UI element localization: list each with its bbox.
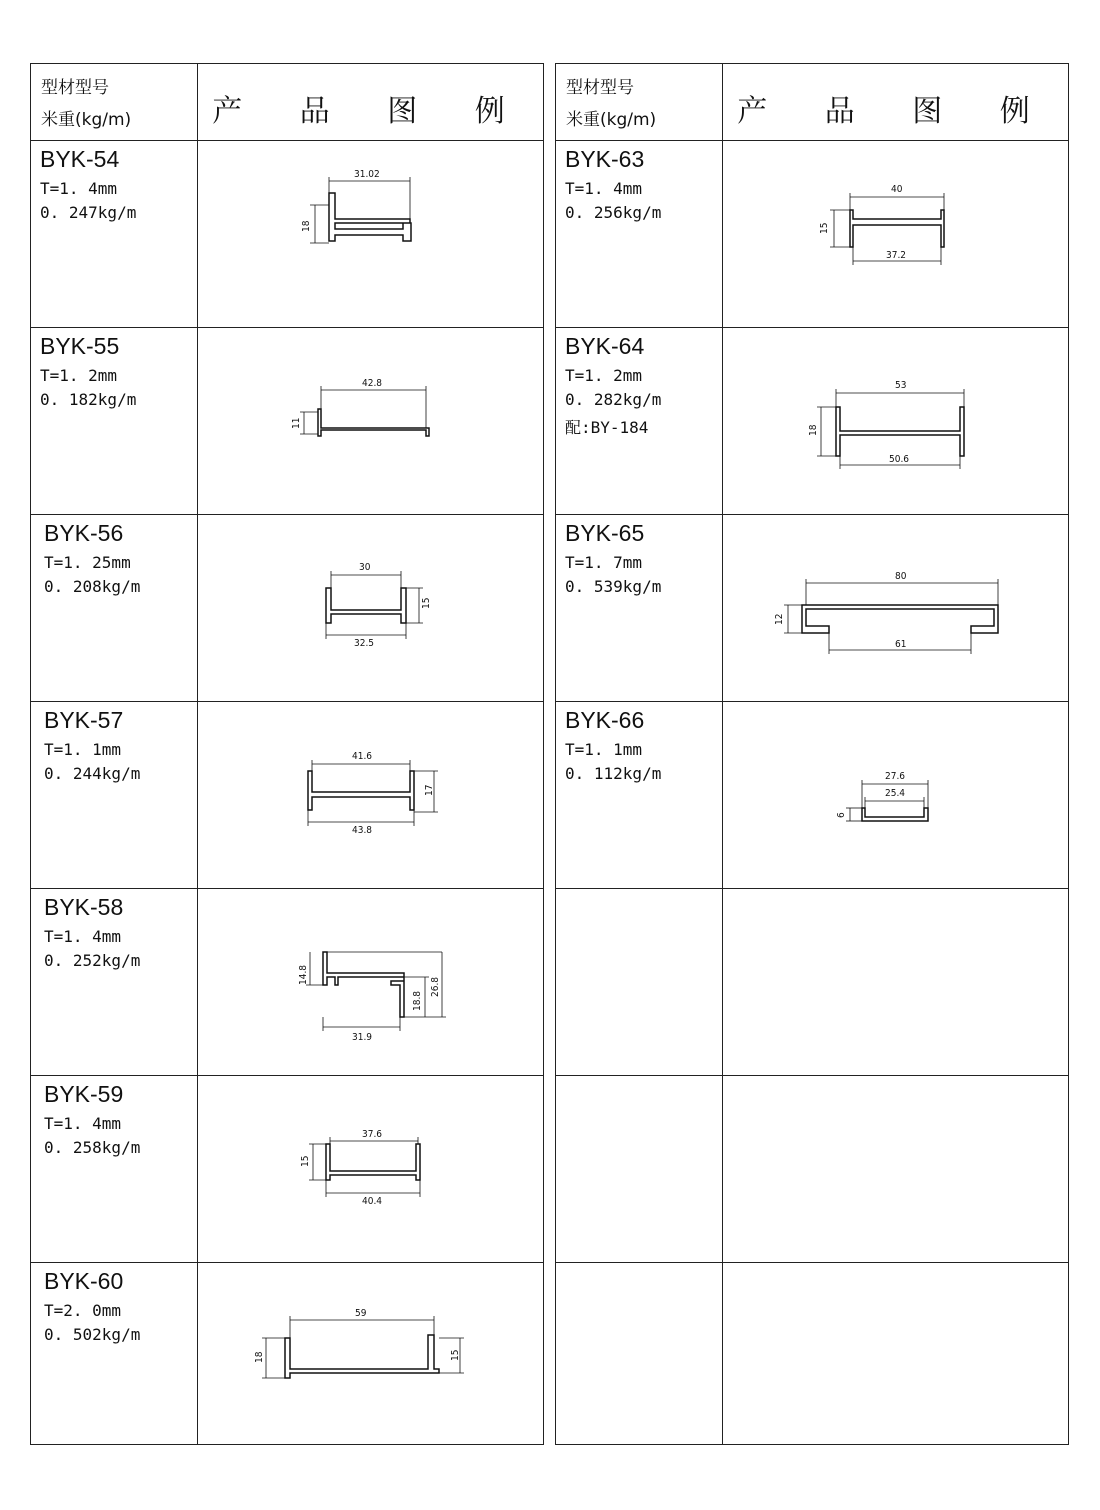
profile-figure (723, 515, 1068, 701)
product-row (556, 702, 1068, 889)
empty-row (556, 889, 1068, 1076)
product-row (556, 141, 1068, 328)
profile-figure (723, 702, 1068, 888)
dim-height: 11 (291, 417, 302, 429)
dim-bottom-width: 61 (895, 639, 907, 650)
spec-cell (31, 328, 198, 514)
profile-figure (198, 1076, 543, 1262)
profile-drawing (198, 328, 544, 514)
dim-width: 42.8 (362, 378, 383, 389)
profile-figure (198, 141, 543, 327)
header-weight-label: 米重(kg/m) (566, 110, 657, 130)
dim-top-width: 37.6 (362, 1129, 383, 1140)
profile-drawing (723, 515, 1069, 701)
thickness: T=1. 4mm (40, 179, 118, 198)
left-table (30, 63, 544, 1445)
profile-figure (723, 1263, 1068, 1445)
spec-cell (31, 141, 198, 327)
unit-weight: 0. 244kg/m (44, 764, 141, 783)
profile-drawing (723, 141, 1069, 327)
thickness: T=1. 4mm (565, 179, 643, 198)
spec-cell (31, 515, 198, 701)
header-model-cell (556, 64, 723, 140)
profile-figure (198, 328, 543, 514)
dim-bottom-width: 32.5 (354, 638, 375, 649)
profile-drawing (198, 141, 544, 327)
profile-drawing (723, 328, 1069, 514)
thickness: T=1. 4mm (44, 927, 122, 946)
product-row (31, 889, 543, 1076)
dim-height: 12 (774, 613, 785, 625)
spec-cell (31, 889, 198, 1075)
profile-drawing (198, 702, 544, 888)
product-row (556, 515, 1068, 702)
thickness: T=1. 1mm (44, 740, 122, 759)
dim-top-width: 80 (895, 571, 907, 582)
spec-cell (556, 1076, 723, 1262)
dim-h2: 15 (450, 1349, 461, 1361)
thickness: T=1. 2mm (565, 366, 643, 385)
dim-h3: 26.8 (430, 976, 441, 997)
model-number: BYK-63 (565, 146, 645, 172)
thickness: T=1. 7mm (565, 553, 643, 572)
spec-cell (556, 702, 723, 888)
unit-weight: 0. 282kg/m (565, 390, 662, 409)
thickness: T=1. 4mm (44, 1114, 122, 1133)
profile-figure (723, 1076, 1068, 1262)
unit-weight: 0. 252kg/m (44, 951, 141, 970)
dim-bottom-width: 37.2 (886, 250, 907, 261)
dim-top-width: 40 (891, 184, 903, 195)
model-number: BYK-65 (565, 520, 645, 546)
dim-bottom-width: 50.6 (889, 454, 910, 465)
product-row (31, 1263, 543, 1445)
thickness: T=1. 25mm (44, 553, 131, 572)
dim-width: 31.9 (352, 1032, 373, 1043)
spec-cell (31, 702, 198, 888)
unit-weight: 0. 112kg/m (565, 764, 662, 783)
profile-drawing (198, 515, 544, 701)
spec-cell (31, 1076, 198, 1262)
product-row (31, 141, 543, 328)
header-figure-label: 产 品 图 例 (737, 94, 1054, 129)
spec-cell (556, 328, 723, 514)
dim-height: 18 (301, 220, 312, 232)
dim-inner-width: 25.4 (885, 788, 906, 799)
model-number: BYK-57 (44, 707, 124, 733)
product-row (31, 702, 543, 889)
unit-weight: 0. 208kg/m (44, 577, 141, 596)
model-number: BYK-56 (44, 520, 124, 546)
dim-height: 15 (421, 597, 432, 609)
profile-figure (723, 328, 1068, 514)
empty-row (556, 1263, 1068, 1445)
unit-weight: 0. 247kg/m (40, 203, 137, 222)
profile-figure (723, 141, 1068, 327)
unit-weight: 0. 539kg/m (565, 577, 662, 596)
dim-height: 15 (819, 222, 830, 234)
dim-h1: 18 (254, 1351, 265, 1363)
profile-figure (198, 1263, 543, 1445)
dim-h2: 18.8 (412, 990, 423, 1011)
header-figure-label: 产 品 图 例 (212, 94, 529, 129)
matching-part: 配:BY-184 (565, 418, 649, 437)
unit-weight: 0. 182kg/m (40, 390, 137, 409)
product-row (31, 328, 543, 515)
unit-weight: 0. 258kg/m (44, 1138, 141, 1157)
dim-bottom-width: 40.4 (362, 1196, 383, 1207)
model-number: BYK-54 (40, 146, 120, 172)
model-number: BYK-58 (44, 894, 124, 920)
thickness: T=2. 0mm (44, 1301, 122, 1320)
header-figure-cell (198, 64, 543, 140)
dim-top-width: 41.6 (352, 751, 373, 762)
header-model-label: 型材型号 (566, 78, 634, 98)
dim-width: 59 (355, 1308, 367, 1319)
thickness: T=1. 1mm (565, 740, 643, 759)
dim-height: 18 (808, 424, 819, 436)
profile-figure (198, 515, 543, 701)
dim-top-width: 30 (359, 562, 371, 573)
spec-cell (31, 1263, 198, 1445)
right-table (555, 63, 1069, 1445)
model-number: BYK-60 (44, 1268, 124, 1294)
profile-figure (198, 702, 543, 888)
profile-drawing (198, 1263, 544, 1445)
profile-drawing (723, 702, 1069, 888)
header-figure-cell (723, 64, 1068, 140)
unit-weight: 0. 256kg/m (565, 203, 662, 222)
thickness: T=1. 2mm (40, 366, 118, 385)
product-row (31, 1076, 543, 1263)
spec-cell (556, 515, 723, 701)
dim-height: 17 (424, 784, 435, 796)
dim-height: 6 (836, 812, 847, 818)
profile-drawing (198, 889, 544, 1075)
model-number: BYK-55 (40, 333, 120, 359)
dim-width: 31.02 (354, 169, 380, 180)
product-row (31, 515, 543, 702)
spec-cell (556, 141, 723, 327)
model-number: BYK-59 (44, 1081, 124, 1107)
header-row (556, 64, 1068, 141)
profile-figure (198, 889, 543, 1075)
spec-cell (556, 889, 723, 1075)
profile-figure (723, 889, 1068, 1075)
dim-h1: 14.8 (298, 964, 309, 985)
profile-drawing (198, 1076, 544, 1262)
header-model-label: 型材型号 (41, 78, 109, 98)
model-number: BYK-66 (565, 707, 645, 733)
header-weight-label: 米重(kg/m) (41, 110, 132, 130)
dim-top-width: 27.6 (885, 771, 906, 782)
dim-top-width: 53 (895, 380, 907, 391)
product-row (556, 328, 1068, 515)
empty-row (556, 1076, 1068, 1263)
dim-height: 15 (300, 1155, 311, 1167)
dim-bottom-width: 43.8 (352, 825, 373, 836)
model-number: BYK-64 (565, 333, 645, 359)
header-model-cell (31, 64, 198, 140)
spec-cell (556, 1263, 723, 1445)
unit-weight: 0. 502kg/m (44, 1325, 141, 1344)
header-row (31, 64, 543, 141)
